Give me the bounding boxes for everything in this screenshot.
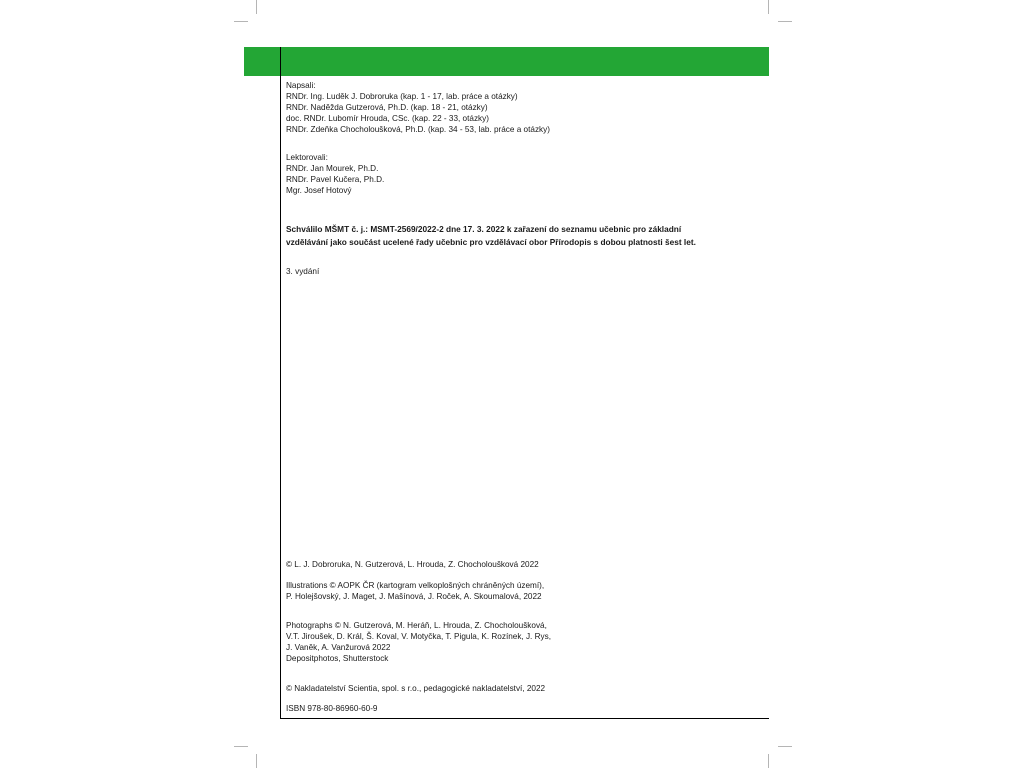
author-line: doc. RNDr. Lubomír Hrouda, CSc. (kap. 22 - 33, otázky) — [286, 114, 489, 123]
crop-mark-right-bottom — [778, 746, 792, 747]
illustrations-line: Illustrations © AOPK ČR (kartogram velkoplošných chráněných území), — [286, 581, 545, 590]
authors-section — [286, 80, 756, 135]
approval-line: vzdělávání jako součást ucelené řady učebnic pro vzdělávací obor Přírodopis s dobou platnosti šest let. — [286, 237, 696, 247]
copyright-text: © L. J. Dobroruka, N. Gutzerová, L. Hrouda, Z. Chocholoušková 2022 — [286, 560, 539, 569]
approval-section — [286, 223, 756, 249]
edition-section — [286, 266, 756, 277]
author-line: RNDr. Zdeňka Chocholoušková, Ph.D. (kap. 34 - 53, lab. práce a otázky) — [286, 125, 550, 134]
photographs-line: Photographs © N. Gutzerová, M. Heráň, L. Hrouda, Z. Chocholoušková, — [286, 621, 547, 630]
photographs-line: J. Vaněk, A. Vanžurová 2022 — [286, 643, 391, 652]
reviewers-heading: Lektorovali: — [286, 153, 328, 162]
publisher-section — [286, 683, 756, 694]
illustrations-section — [286, 580, 756, 602]
crop-mark-left-bottom — [234, 746, 248, 747]
illustrations-line: P. Holejšovský, J. Maget, J. Mašínová, J. Roček, A. Skoumalová, 2022 — [286, 592, 542, 601]
isbn-section — [286, 703, 756, 714]
page-edge-bottom — [280, 718, 769, 719]
photographs-line: Depositphotos, Shutterstock — [286, 654, 389, 663]
reviewer-line: Mgr. Josef Hotový — [286, 186, 352, 195]
publisher-text: © Nakladatelství Scientia, spol. s r.o., pedagogické nakladatelství, 2022 — [286, 684, 546, 693]
isbn-text: ISBN 978-80-86960-60-9 — [286, 704, 378, 713]
header-color-band — [244, 47, 769, 76]
crop-mark-left-top — [234, 21, 248, 22]
crop-mark-bottom-left — [256, 754, 257, 768]
crop-mark-top-left — [256, 0, 257, 14]
authors-heading: Napsali: — [286, 81, 316, 90]
approval-line: Schválilo MŠMT č. j.: MSMT-2569/2022-2 dne 17. 3. 2022 k zařazení do seznamu učebnic pro základní — [286, 224, 682, 234]
author-line: RNDr. Naděžda Gutzerová, Ph.D. (kap. 18 - 21, otázky) — [286, 103, 488, 112]
photographs-line: V.T. Jiroušek, D. Král, Š. Koval, V. Motyčka, T. Pigula, K. Rozínek, J. Rys, — [286, 632, 551, 641]
crop-mark-right-top — [778, 21, 792, 22]
crop-mark-bottom-right — [768, 754, 769, 768]
edition-text: 3. vydání — [286, 267, 320, 276]
reviewer-line: RNDr. Pavel Kučera, Ph.D. — [286, 175, 385, 184]
reviewer-line: RNDr. Jan Mourek, Ph.D. — [286, 164, 379, 173]
author-line: RNDr. Ing. Luděk J. Dobroruka (kap. 1 - 17, lab. práce a otázky) — [286, 92, 518, 101]
page-edge-left — [280, 47, 281, 719]
photographs-section — [286, 620, 756, 664]
reviewers-section — [286, 152, 756, 196]
crop-mark-top-right — [768, 0, 769, 14]
copyright-section — [286, 559, 756, 570]
